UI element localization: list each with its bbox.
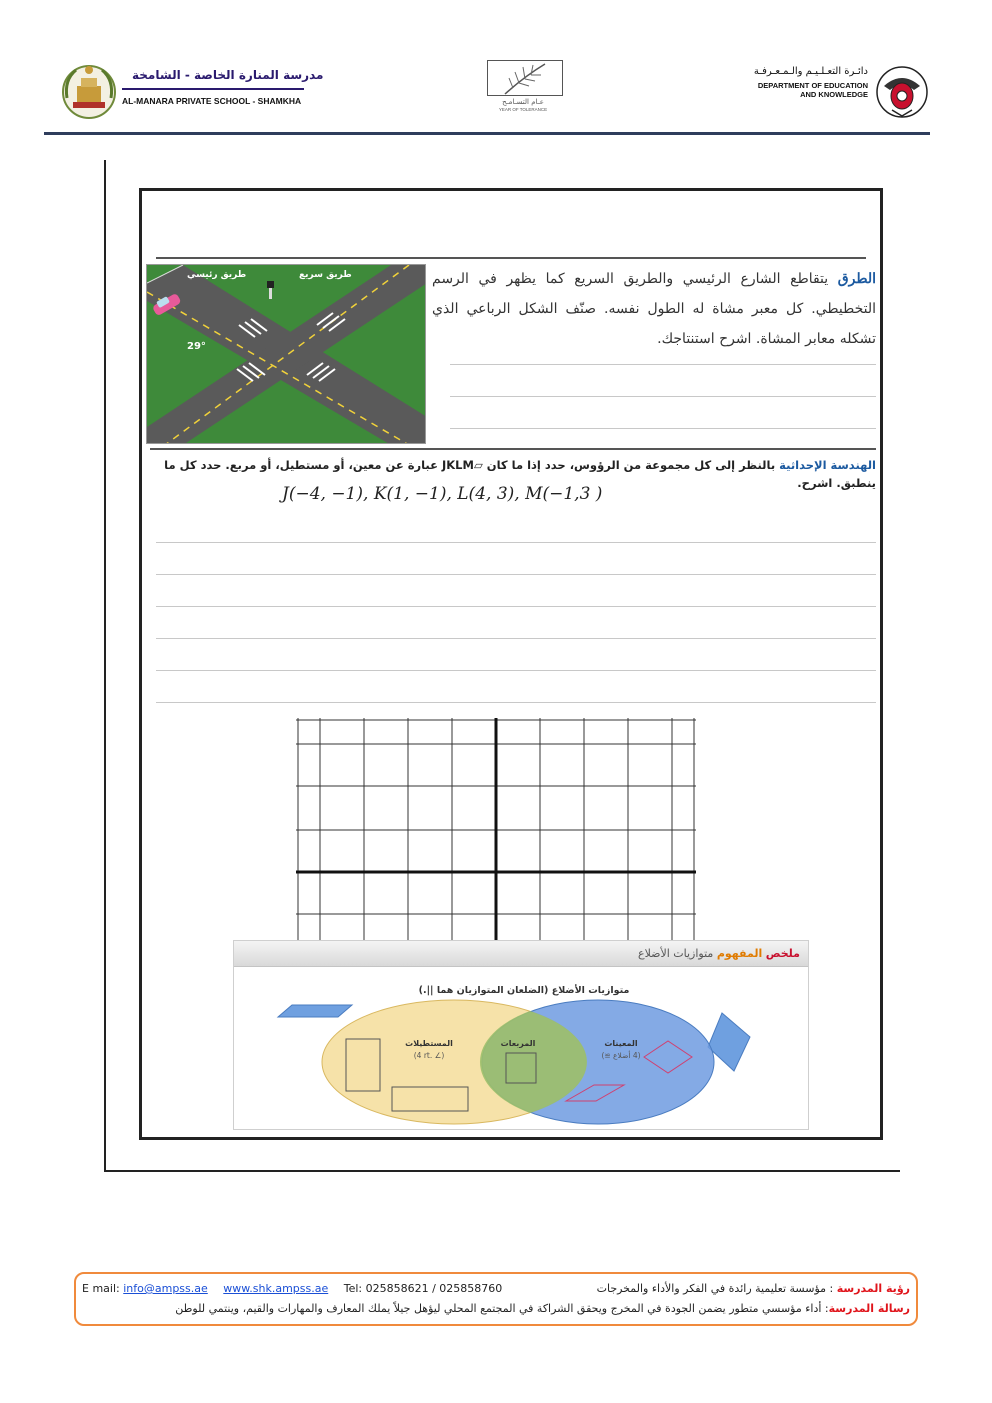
rectangles-label: المستطيلات xyxy=(405,1039,453,1048)
concept-summary-box xyxy=(233,940,809,1130)
school-logo-icon xyxy=(60,58,118,120)
answer-line xyxy=(156,638,876,639)
school-name-arabic: مدرسة المنارة الخاصة - الشامخة xyxy=(132,68,324,82)
header-divider xyxy=(44,132,930,135)
vision-text: : مؤسسة تعليمية رائدة في الفكر والأداء والمخرجات xyxy=(596,1282,837,1295)
coordinate-label: الهندسة الإحداثية xyxy=(779,458,876,472)
section-divider xyxy=(156,257,866,259)
school-branding xyxy=(60,56,324,126)
mission-label: رسالة المدرسة xyxy=(828,1302,910,1315)
highway-label: طريق سريع xyxy=(299,270,352,280)
parallelograms-caption: متوازيات الأضلاع (الضلعان المتوازيان هما ||.) xyxy=(418,985,630,996)
rhombi-label: المعينات xyxy=(604,1039,638,1048)
page-header xyxy=(44,52,930,136)
page-footer xyxy=(74,1272,918,1326)
answer-line xyxy=(156,542,876,543)
school-name-divider xyxy=(122,88,304,90)
outer-frame-bottom xyxy=(104,1170,900,1172)
answer-line xyxy=(156,574,876,575)
section-divider xyxy=(150,448,876,450)
roads-intersection-image xyxy=(146,264,426,444)
answer-line xyxy=(450,364,876,365)
coordinate-grid xyxy=(296,718,696,940)
adek-name-english-line2: AND KNOWLEDGE xyxy=(800,90,868,99)
footer-mission-line xyxy=(82,1299,910,1319)
rhombi-condition: (4 أضلاع ≅) xyxy=(601,1051,641,1060)
rectangles-condition: (4 rt. ∠) xyxy=(413,1051,445,1060)
answer-line xyxy=(156,670,876,671)
concept-tag-2: المفهوم xyxy=(716,947,763,960)
adek-name-arabic: دائـرة التعـلـيـم والـمـعـرفـة xyxy=(753,66,868,77)
roads-problem-text xyxy=(432,264,876,354)
parallelogram-shape xyxy=(278,1005,352,1017)
intersection-diagram xyxy=(147,265,426,444)
footer-vision-line xyxy=(82,1279,910,1299)
vision-label: رؤية المدرسة xyxy=(836,1282,910,1295)
tolerance-arabic: عـام التسـامـح xyxy=(502,98,544,106)
angle-label: 29° xyxy=(187,341,206,352)
adek-branding xyxy=(714,64,930,120)
answer-line xyxy=(450,428,876,429)
email-label: E mail: xyxy=(82,1282,120,1295)
answer-line xyxy=(156,702,876,703)
concept-title: متوازيات الأضلاع xyxy=(638,947,714,960)
year-of-tolerance-logo xyxy=(469,60,569,116)
mission-text: : أداء مؤسسي متطور يضمن الجودة في المخرج ويحقق الشراكة في المجتمع المحلي ليؤهل جيلاً يملك المعارف والمهارات والقيم، وينتمي للوطن xyxy=(175,1302,829,1315)
tolerance-english: YEAR OF TOLERANCE xyxy=(498,107,548,112)
adek-name-english-line1: DEPARTMENT OF EDUCATION xyxy=(757,81,868,90)
roads-label: الطرق xyxy=(837,271,877,287)
vertex-coordinates: J(−4, −1), K(1, −1), L(4, 3), M(−1,3 ) xyxy=(282,484,603,504)
website-link[interactable]: www.shk.ampss.ae xyxy=(223,1282,329,1295)
roads-question: يتقاطع الشارع الرئيسي والطريق السريع كما يظهر في الرسم التخطيطي. كل معبر مشاة له الطول نفسه. صنّف الشكل الرباعي الذي تشكله معابر المشاة. اشرح استنتاجك. xyxy=(432,271,876,347)
footer-contact xyxy=(82,1279,514,1299)
main-road-label: طريق رئيسي xyxy=(187,270,247,280)
concept-summary-header xyxy=(234,941,808,967)
email-link[interactable]: info@ampss.ae xyxy=(123,1282,208,1295)
phone-numbers: Tel: 025858621 / 025858760 xyxy=(343,1282,503,1295)
concept-tag-1: ملخص xyxy=(765,947,800,960)
outer-frame-left xyxy=(104,160,106,1172)
falcon-emblem-icon xyxy=(874,64,930,120)
concept-summary-body xyxy=(234,967,808,1131)
answer-line xyxy=(156,606,876,607)
school-name-english: AL-MANARA PRIVATE SCHOOL - SHAMKHA xyxy=(122,96,302,106)
palm-leaf-icon xyxy=(499,62,551,96)
answer-line xyxy=(450,396,876,397)
coordinate-question: بالنظر إلى كل مجموعة من الرؤوس، حدد إذا ما كان ▱JKLM عبارة عن معين، أو مستطيل، أو مربع. حدد كل ما ينطبق. اشرح. xyxy=(164,458,876,490)
squares-label: المربعات xyxy=(500,1039,536,1048)
